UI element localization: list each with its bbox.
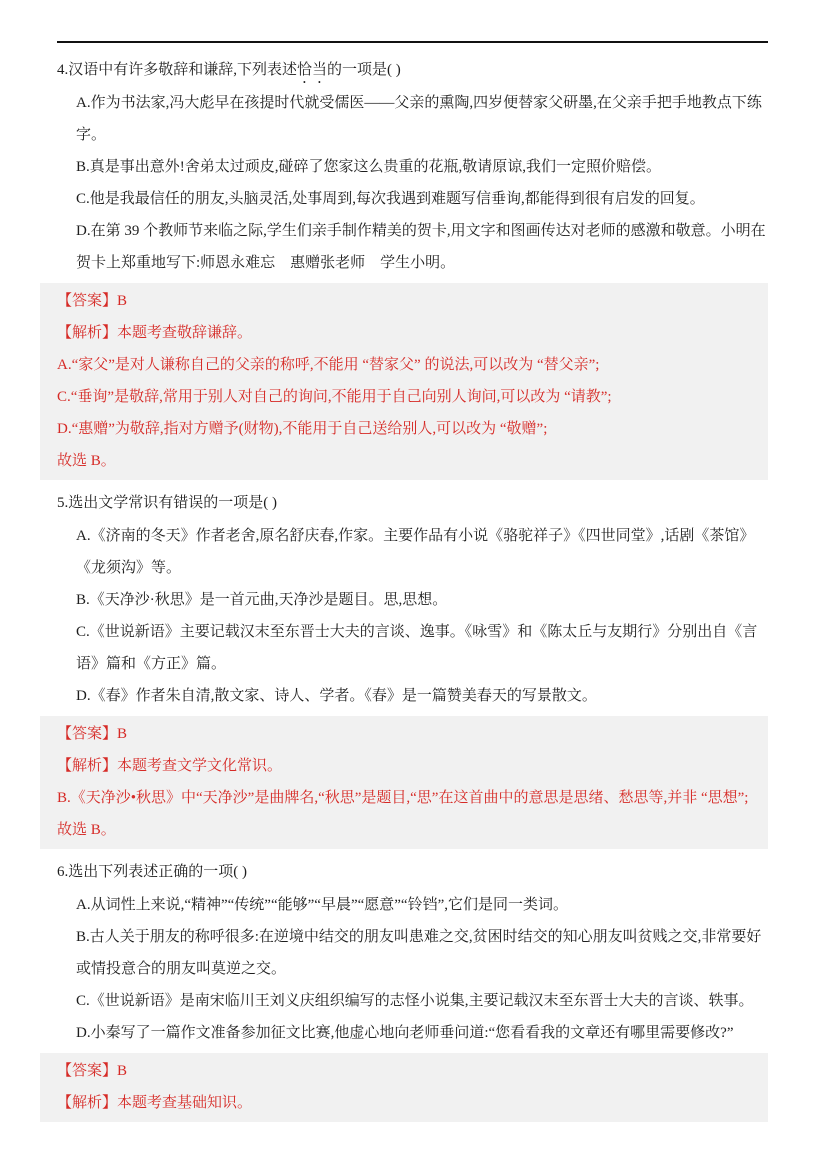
question-6-option-b: B.古人关于朋友的称呼很多:在逆境中结交的朋友叫患难之交,贫困时结交的知心朋友叫贫贱之交,非常要好或情投意合的朋友叫莫逆之交。: [76, 929, 762, 977]
question-5-option-b: B.《天净沙·秋思》是一首元曲,天净沙是题目。思,思想。: [76, 592, 448, 608]
page-top-border: [57, 41, 768, 43]
stem-text-before: 4.汉语中有许多敬辞和谦辞,下列表述: [57, 62, 298, 78]
stem-text-after: 的一项是( ): [327, 62, 401, 78]
question-5: [57, 487, 768, 849]
analysis-value: 本题考查文学文化常识。: [117, 758, 283, 774]
analysis-label: 【解析】: [57, 758, 118, 774]
question-4-answer-block: [40, 283, 768, 480]
question-5-option-a: A.《济南的冬天》作者老舍,原名舒庆春,作家。主要作品有小说《骆驼祥子》《四世同堂》,话剧《茶馆》《龙须沟》等。: [76, 528, 755, 576]
answer-value: B: [117, 726, 128, 742]
document-content: [57, 52, 768, 1129]
answer-label: 【答案】: [57, 293, 118, 309]
analysis-detail-line: C.“垂询”是敬辞,常用于别人对自己的询问,不能用于自己向别人询问,可以改为 “请教”;: [57, 389, 612, 405]
answer-label: 【答案】: [57, 726, 118, 742]
question-4: [57, 54, 768, 480]
answer-label: 【答案】: [57, 1063, 118, 1079]
analysis-conclusion-line: 故选 B。: [57, 453, 116, 469]
answer-value: B: [117, 293, 128, 309]
analysis-detail-line: D.“惠赠”为敬辞,指对方赠予(财物),不能用于自己送给别人,可以改为 “敬赠”;: [57, 421, 548, 437]
analysis-label: 【解析】: [57, 325, 118, 341]
question-5-option-c: C.《世说新语》主要记载汉末至东晋士大夫的言谈、逸事。《咏雪》和《陈太丘与友期行》分别出自《言语》篇和《方正》篇。: [76, 624, 758, 672]
question-4-option-b: B.真是事出意外!舍弟太过顽皮,碰碎了您家这么贵重的花瓶,敬请原谅,我们一定照价赔偿。: [76, 159, 662, 175]
question-6-option-a: A.从词性上来说,“精神”“传统”“能够”“早晨”“愿意”“铃铛”,它们是同一类词。: [76, 897, 568, 913]
analysis-label: 【解析】: [57, 1095, 118, 1111]
question-6: [57, 856, 768, 1122]
stem-text-before: 5.选出文学常识有错误的一项是( ): [57, 495, 277, 511]
question-4-option-c: C.他是我最信任的朋友,头脑灵活,处事周到,每次我遇到难题写信垂询,都能得到很有启发的回复。: [76, 191, 705, 207]
analysis-value: 本题考查敬辞谦辞。: [117, 325, 253, 341]
question-4-stem: [57, 54, 768, 87]
question-6-answer-block: [40, 1053, 768, 1122]
answer-line: [57, 1055, 764, 1087]
analysis-value: 本题考查基础知识。: [117, 1095, 253, 1111]
question-6-stem: [57, 856, 768, 889]
question-6-option-d: D.小秦写了一篇作文准备参加征文比赛,他虚心地向老师垂问道:“您看看我的文章还有哪里需要修改?”: [76, 1025, 734, 1041]
question-6-option-c: C.《世说新语》是南宋临川王刘义庆组织编写的志怪小说集,主要记载汉末至东晋士大夫的言谈、轶事。: [76, 993, 754, 1009]
analysis-detail-line: A.“家父”是对人谦称自己的父亲的称呼,不能用 “替家父” 的说法,可以改为 “替父亲”;: [57, 357, 600, 373]
analysis-line: [57, 317, 764, 349]
answer-line: [57, 718, 764, 750]
question-5-option-d: D.《春》作者朱自清,散文家、诗人、学者。《春》是一篇赞美春天的写景散文。: [76, 688, 597, 704]
stem-emphasized-text: 恰当: [297, 62, 328, 78]
stem-text-before: 6.选出下列表述正确的一项( ): [57, 864, 247, 880]
question-4-option-d: D.在第 39 个教师节来临之际,学生们亲手制作精美的贺卡,用文字和图画传达对老师的感激和敬意。小明在贺卡上郑重地写下:师恩永难忘 惠赠张老师 学生小明。: [76, 223, 766, 271]
analysis-line: [57, 750, 764, 782]
analysis-line: [57, 1087, 764, 1119]
question-5-stem: [57, 487, 768, 520]
answer-value: B: [117, 1063, 128, 1079]
analysis-detail-line: B.《天净沙•秋思》中“天净沙”是曲牌名,“秋思”是题目,“思”在这首曲中的意思是思绪、愁思等,并非 “思想”;: [57, 790, 749, 806]
question-4-option-a: A.作为书法家,冯大彪早在孩提时代就受儒医——父亲的熏陶,四岁便替家父研墨,在父亲手把手地教点下练字。: [76, 95, 762, 143]
analysis-conclusion-line: 故选 B。: [57, 822, 116, 838]
answer-line: [57, 285, 764, 317]
question-5-answer-block: [40, 716, 768, 849]
